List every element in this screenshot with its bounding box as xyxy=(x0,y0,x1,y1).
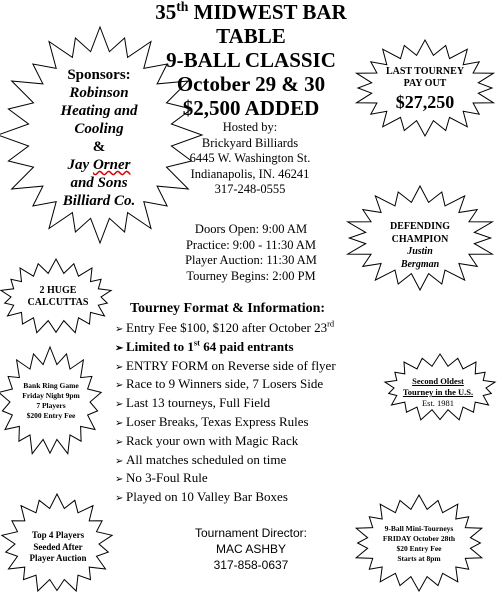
schedule-doors: Doors Open: 9:00 AM xyxy=(194,222,308,236)
list-item: ➢ Played on 10 Valley Bar Boxes xyxy=(115,489,377,508)
sponsor-line: Billiard Co. xyxy=(62,193,136,209)
payout-block xyxy=(370,66,480,114)
arrow-icon: ➢ xyxy=(115,455,124,467)
director-label: Tournament Director: xyxy=(194,526,308,540)
list-item: ➢ Last 13 tourneys, Full Field xyxy=(115,395,377,414)
arrow-icon: ➢ xyxy=(115,417,124,429)
ring-game-line: $200 Entry Fee xyxy=(26,411,76,420)
payout-amount: $27,250 xyxy=(395,92,455,112)
mini-tourney-line: $20 Entry Fee xyxy=(396,544,442,553)
host-label: Hosted by: xyxy=(222,120,278,134)
ring-game-block xyxy=(6,381,96,421)
sponsor-line: Cooling xyxy=(74,121,124,137)
oldest-est: Est. 1981 xyxy=(421,398,455,408)
seeded-line: Player Auction xyxy=(29,553,87,563)
arrow-icon: ➢ xyxy=(115,324,124,335)
schedule-block xyxy=(160,222,342,284)
champion-label: DEFENDING xyxy=(389,221,450,232)
seeded-block xyxy=(14,530,102,565)
sponsors-block xyxy=(28,66,170,210)
format-list xyxy=(115,320,377,508)
champion-name: Justin xyxy=(407,246,433,257)
champion-name: Bergman xyxy=(400,258,440,270)
list-item: ➢ ENTRY FORM on Reverse side of flyer xyxy=(115,358,377,377)
arrow-icon: ➢ xyxy=(115,342,124,354)
oldest-line: Second Oldest xyxy=(412,376,464,386)
list-item: ➢ Loser Breaks, Texas Express Rules xyxy=(115,414,377,433)
arrow-icon: ➢ xyxy=(115,380,124,392)
mini-tourney-line: Starts at 8pm xyxy=(397,554,441,563)
payout-label: PAY OUT xyxy=(403,78,447,89)
arrow-icon: ➢ xyxy=(115,474,124,486)
sponsor-line: and Sons xyxy=(70,175,128,191)
arrow-icon: ➢ xyxy=(115,436,124,448)
sponsor-line: Heating and xyxy=(60,103,138,119)
ring-game-line: Bank Ring Game xyxy=(23,381,79,390)
arrow-icon: ➢ xyxy=(115,361,124,373)
schedule-auction: Player Auction: 11:30 AM xyxy=(185,253,317,267)
format-heading: Tourney Format & Information: xyxy=(130,301,326,316)
schedule-start: Tourney Begins: 2:00 PM xyxy=(186,268,316,283)
oldest-block xyxy=(386,376,490,409)
champion-block xyxy=(366,221,474,271)
sponsor-line: Jay Orner xyxy=(67,157,131,173)
oldest-line: Tourney in the U.S. xyxy=(402,387,474,397)
mini-tourney-block xyxy=(363,524,475,564)
calcuttas-line: CALCUTTAS xyxy=(27,297,89,308)
title-line-2: 9-BALL CLASSIC xyxy=(166,48,336,72)
calcuttas-block xyxy=(10,285,106,309)
host-block xyxy=(165,120,335,198)
arrow-icon: ➢ xyxy=(115,399,124,411)
ring-game-line: Friday Night 9pm xyxy=(22,391,80,400)
ring-game-line: 7 Players xyxy=(36,401,66,410)
sponsor-ampersand: & xyxy=(92,139,106,155)
host-city: Indianapolis, IN. 46241 xyxy=(190,166,310,181)
sponsors-heading: Sponsors: xyxy=(67,67,131,83)
title-added-money: $2,500 ADDED xyxy=(182,96,320,120)
arrow-icon: ➢ xyxy=(115,493,124,505)
mini-tourney-line: 9-Ball Mini-Tourneys xyxy=(384,524,454,533)
director-block xyxy=(168,525,334,573)
host-phone: 317-248-0555 xyxy=(214,182,286,196)
schedule-practice: Practice: 9:00 - 11:30 AM xyxy=(185,237,317,252)
calcuttas-line: 2 HUGE xyxy=(39,285,77,296)
title-dates: October 29 & 30 xyxy=(176,72,326,96)
list-item: ➢ All matches scheduled on time xyxy=(115,452,377,471)
title-line-1: 35th MIDWEST BAR TABLE xyxy=(155,0,347,48)
mini-tourney-line: FRIDAY October 28th xyxy=(382,534,456,543)
payout-label: LAST TOURNEY xyxy=(385,66,465,77)
seeded-line: Seeded After xyxy=(33,541,83,552)
sponsor-line: Robinson xyxy=(69,85,129,101)
list-item: ➢ Entry Fee $100, $120 after October 23rd xyxy=(115,320,377,339)
list-item: ➢ No 3-Foul Rule xyxy=(115,470,377,489)
list-item: ➢ Rack your own with Magic Rack xyxy=(115,433,377,452)
list-item: ➢ Limited to 1st 64 paid entrants xyxy=(115,339,377,358)
list-item: ➢ Race to 9 Winners side, 7 Losers Side xyxy=(115,376,377,395)
director-phone: 317-858-0637 xyxy=(213,558,289,572)
host-venue: Brickyard Billiards xyxy=(201,135,299,150)
champion-label: CHAMPION xyxy=(391,233,449,245)
host-address: 6445 W. Washington St. xyxy=(189,151,311,165)
seeded-line: Top 4 Players xyxy=(31,530,85,540)
director-name: MAC ASHBY xyxy=(215,542,287,556)
